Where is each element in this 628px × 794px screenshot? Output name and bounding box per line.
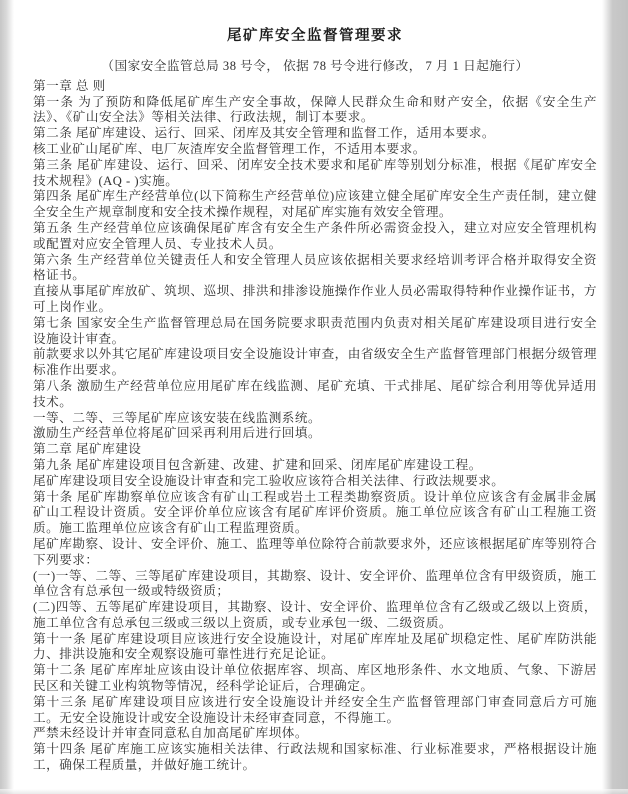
paragraph: (一)一等、二等、三等尾矿库建设项目，其勘察、设计、安全评价、监理单位含有甲级资质，施工单位含有总承包一级或特级资质； [33, 568, 597, 599]
scan-edge-bottom [0, 789, 628, 794]
paragraph: 第十四条 尾矿库施工应该实施相关法律、行政法规和国家标准、行业标准要求，严格根据设计施工，确保工程质量，并做好施工统计。 [33, 742, 597, 773]
scan-edge-left [0, 0, 14, 794]
paragraph: 核工业矿山尾矿库、电厂灰渣库安全监督管理工作，不适用本要求。 [33, 141, 426, 156]
paragraph: 前款要求以外其它尾矿库建设项目安全设施设计审查，由省级安全生产监督管理部门根据分级管理标准作出要求。 [33, 347, 597, 378]
paragraph: 第三条 尾矿库建设、运行、回采、闭库安全技术要求和尾矿库等别划分标准，根据《尾矿库安全技术规程》(AQ - )实施。 [33, 157, 597, 188]
paragraph: 第四条 尾矿库生产经营单位(以下简称生产经营单位)应该建立健全尾矿库安全生产责任制，建立健全安全生产规章制度和安全技术操作规程，对尾矿库实施有效安全管理。 [33, 189, 597, 220]
paragraph: 第六条 生产经营单位关键责任人和安全管理人员应该依据相关要求经培训考评合格并取得安全资格证书。 [33, 252, 597, 283]
paragraph: (二)四等、五等尾矿库建设项目，其勘察、设计、安全评价、监理单位含有乙级或乙级以上资质，施工单位含有总承包三级或三级以上资质，或专业承包一级、二级资质。 [33, 600, 597, 630]
paragraph: 第一条 为了预防和降低尾矿库生产安全事故，保障人民群众生命和财产安全，依据《安全生产法》、《矿山安全法》等相关法律、行政法规，制订本要求。 [33, 94, 597, 125]
paragraph: 第十条 尾矿库勘察单位应该含有矿山工程或岩土工程类勘察资质。设计单位应该含有金属非金属矿山工程设计资质。安全评价单位应该含有尾矿库评价资质。施工单位应该含有矿山工程施工资质。施工监理单位应该含有矿山工程监理资质。 [33, 489, 597, 536]
paragraph: 第八条 激励生产经营单位应用尾矿库在线监测、尾矿充填、干式排尾、尾矿综合利用等优异适用技术。 [33, 378, 597, 409]
paragraph: 第五条 生产经营单位应该确保尾矿库含有安全生产条件所必需资金投入，建立对应安全管理机构或配置对应安全管理人员、专业技术人员。 [33, 220, 597, 251]
paragraph: 直接从事尾矿库放矿、筑坝、巡坝、排洪和排渗设施操作作业人员必需取得特种作业操作证书，方可上岗作业。 [33, 284, 597, 314]
paragraph: 第一章 总 则 [33, 78, 106, 93]
paragraph: 第七条 国家安全生产监督管理总局在国务院要求职责范围内负责对相关尾矿库建设项目进行安全设施设计审查。 [33, 315, 597, 346]
paragraph: 一等、二等、三等尾矿库应该安装在线监测系统。 [33, 410, 322, 425]
paragraph: 尾矿库建设项目安全设施设计审查和完工验收应该符合相关法律、行政法规要求。 [33, 473, 505, 488]
paragraph: 第十二条 尾矿库库址应该由设计单位依据库容、坝高、库区地形条件、水文地质、气象、下游居民区和关键工业构筑物等情况，经科学论证后，合理确定。 [33, 663, 597, 694]
paragraph: 第十一条 尾矿库建设项目应该进行安全设施设计，对尾矿库库址及尾矿坝稳定性、尾矿库防洪能力、排洪设施和安全观察设施可靠性进行充足论证。 [33, 631, 597, 662]
document-subtitle: （国家安全监管总局 38 号令， 依据 78 号令进行修改， 7 月 1 日起施行） [101, 59, 529, 73]
paragraph-list [33, 79, 597, 774]
paragraph: 尾矿库勘察、设计、安全评价、施工、监理等单位除符合前款要求外，还应该根据尾矿库等别符合下列要求： [33, 536, 597, 567]
paragraph: 激励生产经营单位将尾矿回采再利用后进行回填。 [33, 426, 322, 441]
paragraph: 严禁未经设计并审查同意私自加高尾矿库坝体。 [33, 726, 308, 741]
document-body [33, 0, 597, 774]
paragraph: 第十三条 尾矿库建设项目应该进行安全设施设计并经安全生产监督管理部门审查同意后方可施工。无安全设施设计或安全设施设计未经审查同意，不得施工。 [33, 694, 597, 725]
paragraph: 第二章 尾矿库建设 [33, 442, 142, 457]
paragraph: 第二条 尾矿库建设、运行、回采、闭库及其安全管理和监督工作，适用本要求。 [33, 126, 495, 141]
paragraph: 第九条 尾矿库建设项目包含新建、改建、扩建和回采、闭库尾矿库建设工程。 [33, 457, 482, 472]
scan-edge-right [602, 0, 628, 794]
page-title: 尾矿库安全监督管理要求 [227, 28, 403, 44]
